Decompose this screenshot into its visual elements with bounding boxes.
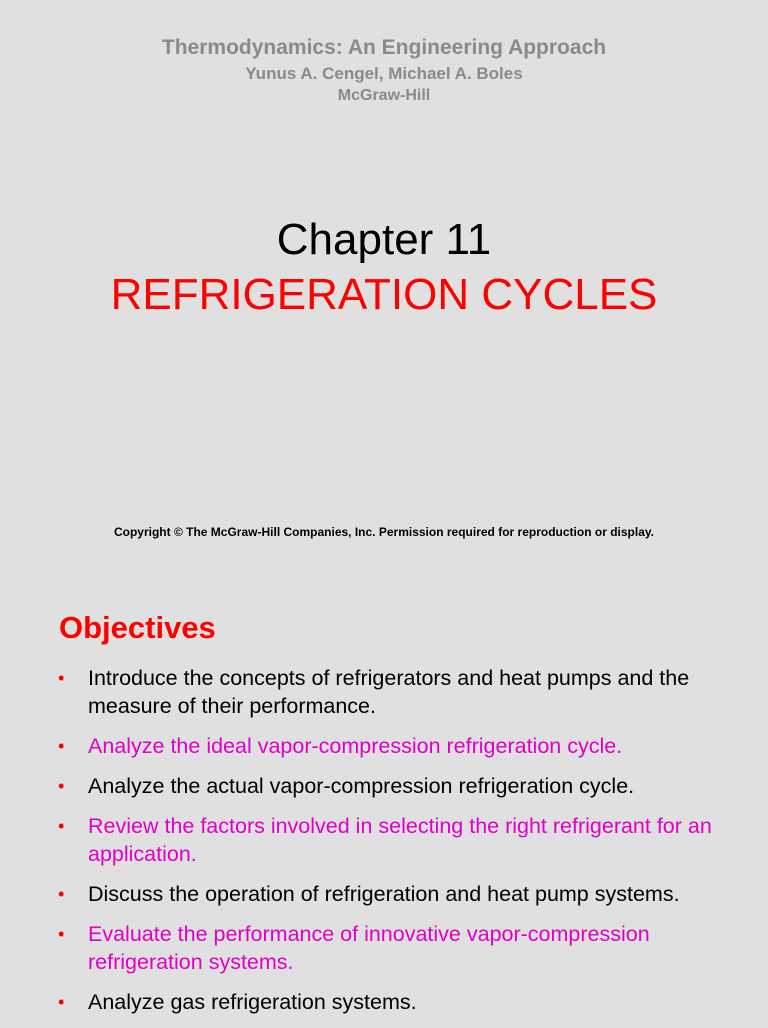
objective-text: Discuss the operation of refrigeration and heat pump systems. xyxy=(88,882,680,906)
bullet-icon: • xyxy=(58,884,65,904)
copyright-notice: Copyright © The McGraw-Hill Companies, Inc. Permission required for reproduction or display. xyxy=(113,525,655,539)
objective-text: Evaluate the performance of innovative vapor-compression refrigeration systems. xyxy=(88,922,650,974)
book-publisher: McGraw-Hill xyxy=(337,87,431,104)
objective-item xyxy=(58,664,718,720)
objective-item xyxy=(58,812,718,868)
objective-text: Analyze the actual vapor-compression refrigeration cycle. xyxy=(88,774,635,798)
bullet-icon: • xyxy=(58,816,65,836)
objective-item xyxy=(58,920,718,976)
objective-text: Introduce the concepts of refrigerators and heat pumps and the measure of their performance. xyxy=(88,666,690,718)
book-title: Thermodynamics: An Engineering Approach xyxy=(161,36,607,59)
objective-item xyxy=(58,772,718,800)
chapter-title: REFRIGERATION CYCLES xyxy=(110,270,658,319)
chapter-number: Chapter 11 xyxy=(276,215,492,264)
objective-item xyxy=(58,880,718,908)
book-authors: Yunus A. Cengel, Michael A. Boles xyxy=(245,64,523,83)
objective-text: Analyze gas refrigeration systems. xyxy=(88,990,417,1014)
objective-item xyxy=(58,732,718,760)
objectives-list xyxy=(58,664,718,1028)
objective-item xyxy=(58,988,718,1016)
bullet-icon: • xyxy=(58,992,65,1012)
objectives-heading: Objectives xyxy=(59,610,216,645)
bullet-icon: • xyxy=(58,776,65,796)
objective-text: Review the factors involved in selecting the right refrigerant for an application. xyxy=(88,814,712,866)
bullet-icon: • xyxy=(58,924,65,944)
objective-text: Analyze the ideal vapor-compression refrigeration cycle. xyxy=(88,734,623,758)
bullet-icon: • xyxy=(58,736,65,756)
objectives-slide xyxy=(0,580,768,1024)
bullet-icon: • xyxy=(58,668,65,688)
